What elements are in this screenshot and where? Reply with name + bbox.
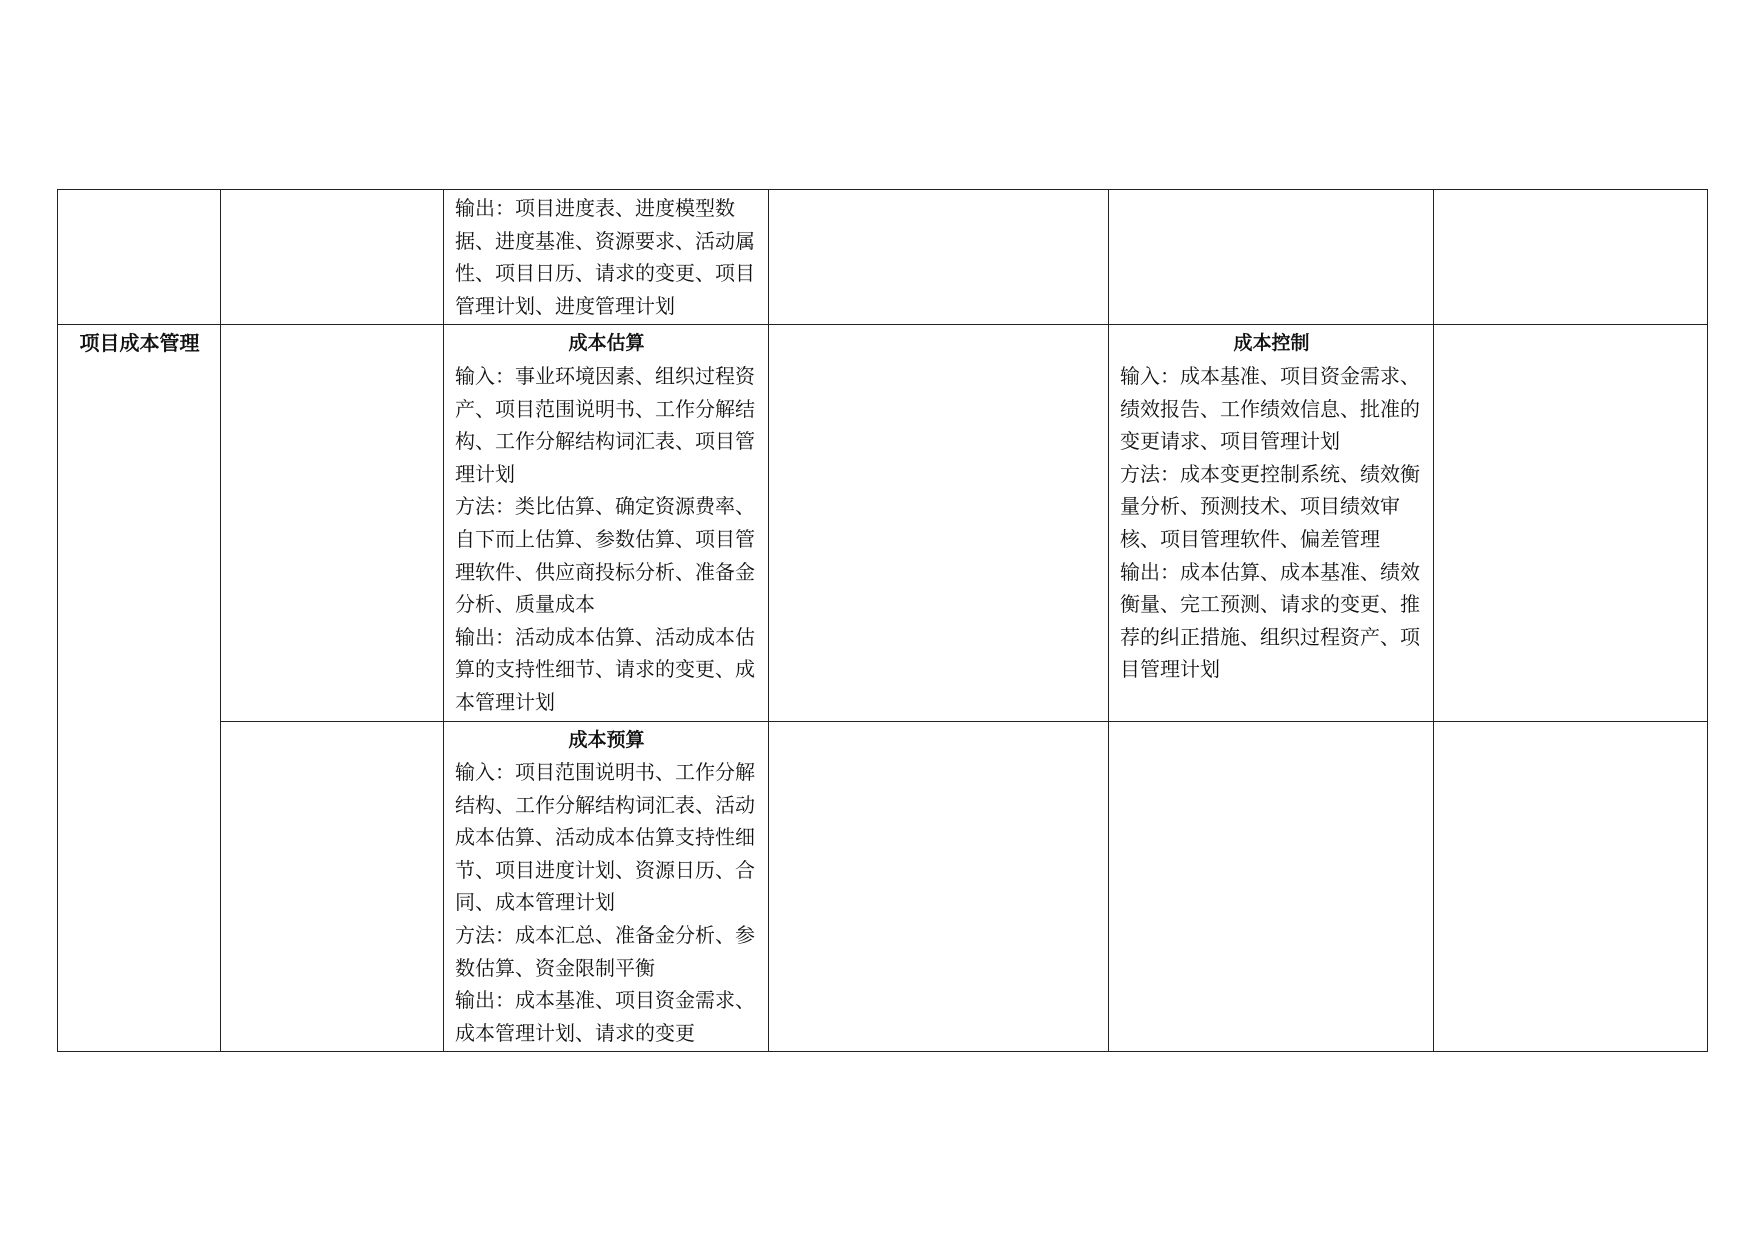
knowledge-area-cell [58,325,221,1052]
table-cell [221,325,444,721]
process-method-text: 方法：成本汇总、准备金分析、参数估算、资金限制平衡 [455,923,755,980]
process-output-text: 输出：成本估算、成本基准、绩效衡量、完工预测、请求的变更、推荐的纠正措施、组织过程资产、项目管理计划 [1120,559,1420,682]
table-cell [221,721,444,1052]
process-output-text: 输出：项目进度表、进度模型数据、进度基准、资源要求、活动属性、项目日历、请求的变更、项目管理计划、进度管理计划 [455,196,755,318]
table-cell [1109,721,1434,1052]
table-cell [1434,190,1708,325]
table-cell [769,721,1109,1052]
table-cell [1109,190,1434,325]
table-row [58,190,1708,325]
process-title: 成本控制 [1233,332,1310,355]
process-title: 成本预算 [568,728,645,751]
process-output-text: 输出：活动成本估算、活动成本估算的支持性细节、请求的变更、成本管理计划 [455,624,755,714]
table-row [58,721,1708,1052]
process-method-text: 方法：成本变更控制系统、绩效衡量分析、预测技术、项目绩效审核、项目管理软件、偏差管理 [1120,461,1420,551]
table-cell [1434,325,1708,721]
schedule-output-cell [444,190,769,325]
process-table [57,189,1708,1052]
cost-estimating-cell [444,325,769,721]
process-input-text: 输入：项目范围说明书、工作分解结构、工作分解结构词汇表、活动成本估算、活动成本估算支持性细节、项目进度计划、资源日历、合同、成本管理计划 [455,760,755,915]
process-input-text: 输入：成本基准、项目资金需求、绩效报告、工作绩效信息、批准的变更请求、项目管理计划 [1120,363,1420,454]
process-method-text: 方法：类比估算、确定资源费率、自下而上估算、参数估算、项目管理软件、供应商投标分析、准备金分析、质量成本 [455,494,755,617]
table-cell [769,190,1109,325]
process-input-text: 输入：事业环境因素、组织过程资产、项目范围说明书、工作分解结构、工作分解结构词汇表、项目管理计划 [455,363,755,486]
cost-budgeting-cell [444,721,769,1052]
process-title: 成本估算 [568,332,645,355]
table-cell [58,190,221,325]
process-output-text: 输出：成本基准、项目资金需求、成本管理计划、请求的变更 [455,988,755,1045]
table-cell [221,190,444,325]
knowledge-area-label: 项目成本管理 [79,331,200,356]
cost-control-cell [1109,325,1434,721]
table-cell [1434,721,1708,1052]
table-cell [769,325,1109,721]
table-row [58,325,1708,721]
